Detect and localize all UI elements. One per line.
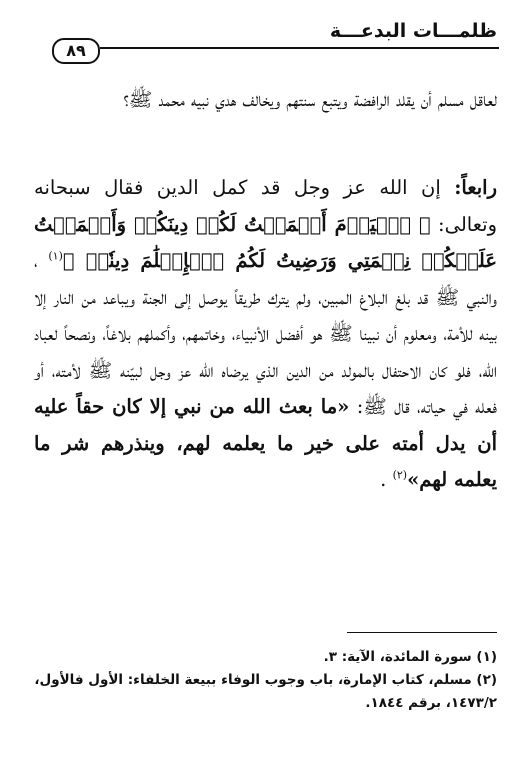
paragraph-continuation <box>34 82 497 119</box>
paragraph-middle: ، والنبي ﷺ قد بلغ البلاغ المبين، ولم يترك طريقاً يوصل إلى الجنة ويباعد من النار إلا بينه للأمة، ومعلوم أن نبينا ﷺ هو أفضل الأنبياء، وخاتمهم، وأكملهم بلاغاً، ونصحاً لعباد الله، فلو كان الاحتفال بالمولد من الدين الذي يرضاه الله عز وجل لبيّنه ﷺ لأمته، أو فعله في حياته، قال ﷺ: <box>34 249 498 418</box>
footnote-marker-1: (١) <box>48 249 63 263</box>
page-number: ٨٩ <box>52 38 100 64</box>
paragraph-intro: إن الله عز وجل قد كمل الدين فقال سبحانه وتعالى: <box>34 176 498 236</box>
paragraph-lead: رابعاً: <box>454 176 498 199</box>
hadith-quote: «ما بعث الله من نبي إلا كان حقاً عليه أن يدل أمته على خير ما يعلمه لهم، وينذرهم شر ما يعلمه لهم» <box>34 395 497 491</box>
running-header-title: ظلمـــات البدعـــة <box>329 20 497 42</box>
footnote-1: (١) سورة المائدة، الآية: ٣. <box>323 649 497 665</box>
footnote-rule <box>347 632 497 633</box>
footnotes <box>30 646 497 715</box>
paragraph-end: . <box>380 468 387 491</box>
footnote-2: (٢) مسلم، كتاب الإمارة، باب وجوب الوفاء ببيعة الخلفاء: الأول فالأول، ١٤٧٣/٢، برقم ١٨٤٤. <box>34 672 497 711</box>
header-rule <box>100 47 499 49</box>
quran-verse: ﴿ ٱلۡيَوۡمَ أَكۡمَلۡتُ لَكُمۡ دِينَكُمۡ وَأَتۡمَمۡتُ عَلَيۡكُمۡ نِعۡمَتِي وَرَضِيتُ لَكُمُ ٱلۡإِسۡلَٰمَ دِينٗاۚ ﴾ <box>34 212 497 272</box>
footnote-marker-2: (٢) <box>392 468 408 482</box>
paragraph-1-text: لعاقل مسلم أن يقلد الرافضة ويتبع سنتهم ويخالف هدي نبيه محمد ﷺ؟ <box>123 88 497 111</box>
paragraph-fourth-point <box>34 170 497 499</box>
